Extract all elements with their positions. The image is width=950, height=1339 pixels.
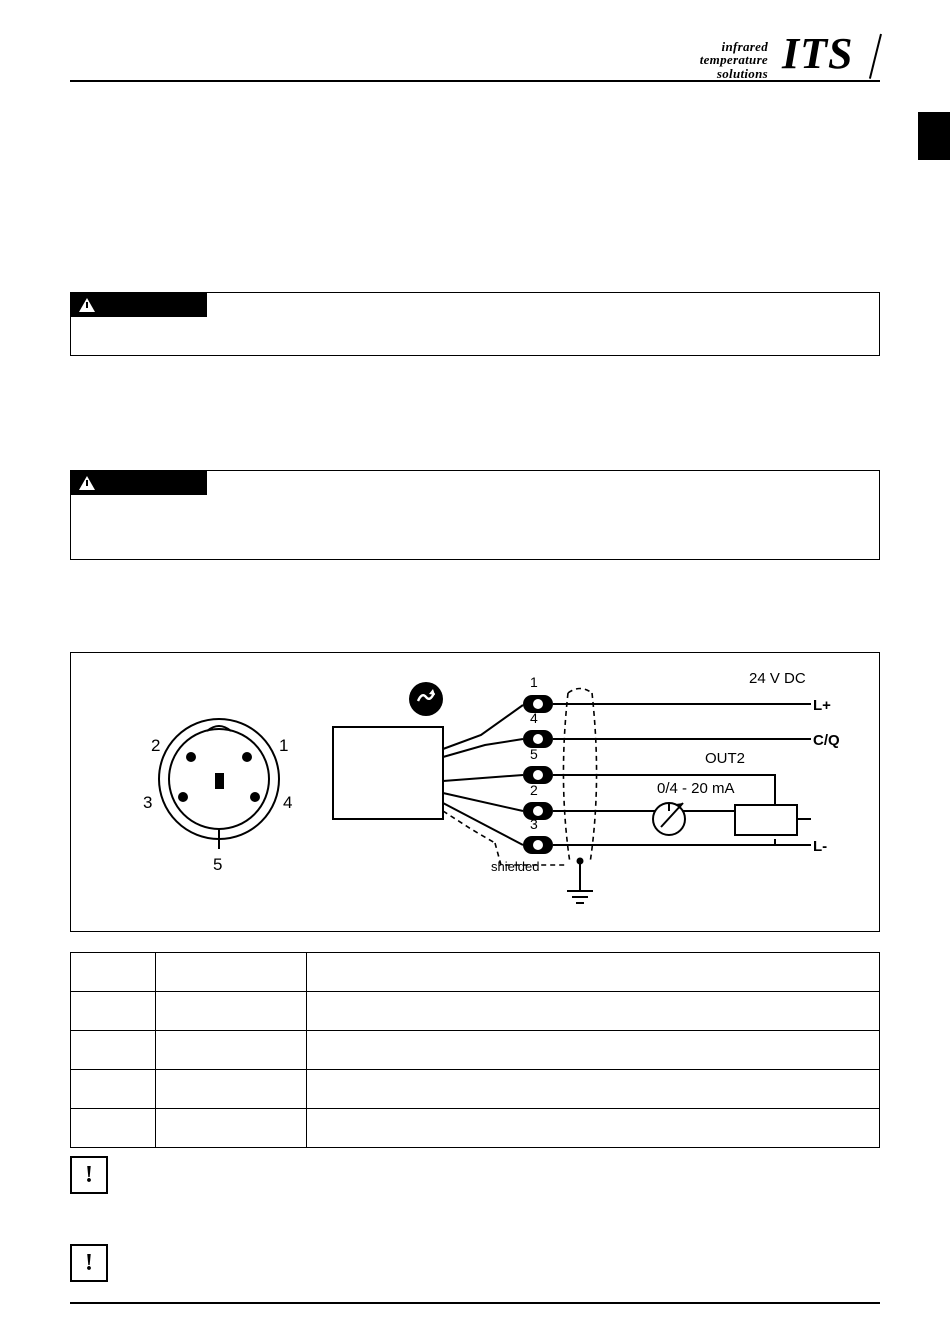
label-shielded: shielded bbox=[491, 859, 540, 874]
label-lminus: L- bbox=[813, 838, 828, 855]
svg-text:1: 1 bbox=[530, 674, 538, 690]
svg-text:3: 3 bbox=[530, 816, 538, 832]
wiring-diagram-figure bbox=[70, 652, 880, 932]
page-edge-tab bbox=[918, 112, 950, 160]
warning-box-1 bbox=[70, 292, 880, 356]
connector-pin-5 bbox=[215, 773, 224, 789]
brand-mark bbox=[774, 29, 882, 82]
connector-pin-4 bbox=[250, 792, 260, 802]
wiring-diagram-svg bbox=[71, 653, 878, 930]
cell-pin bbox=[71, 953, 156, 992]
warning-box-2 bbox=[70, 470, 880, 560]
sensor-body-box bbox=[333, 727, 443, 819]
brand-tagline bbox=[700, 40, 768, 83]
brand-tagline-line-1: infrared bbox=[721, 38, 768, 54]
cell-pin bbox=[71, 992, 156, 1031]
cell-description bbox=[307, 992, 880, 1031]
cell-signal bbox=[156, 1070, 307, 1109]
pin-label-2: 2 bbox=[151, 736, 161, 755]
cell-signal bbox=[156, 953, 307, 992]
label-lplus: L+ bbox=[813, 697, 831, 714]
pin-label-3: 3 bbox=[143, 793, 153, 812]
pin-assignment-table bbox=[70, 952, 880, 1148]
cell-signal bbox=[156, 1031, 307, 1070]
exclamation-icon: ! bbox=[70, 1244, 108, 1282]
cell-signal bbox=[156, 992, 307, 1031]
page-header bbox=[0, 0, 950, 100]
svg-text:2: 2 bbox=[530, 782, 538, 798]
terminal-2 bbox=[523, 782, 553, 820]
shield-cap-top bbox=[568, 689, 592, 694]
table-row bbox=[71, 953, 880, 992]
terminal-4 bbox=[523, 710, 553, 748]
wire-to-terminal-1 bbox=[443, 705, 523, 749]
cell-description bbox=[307, 953, 880, 992]
warning-body-2 bbox=[71, 495, 879, 505]
brand-mark-slash-icon bbox=[869, 34, 882, 79]
load-resistor-symbol bbox=[735, 805, 797, 835]
brand-mark-text: ITS bbox=[782, 29, 854, 78]
cell-description bbox=[307, 1109, 880, 1148]
cell-description bbox=[307, 1031, 880, 1070]
cell-signal bbox=[156, 1109, 307, 1148]
brand-logo bbox=[699, 29, 882, 82]
warning-label-2 bbox=[71, 471, 207, 495]
warning-triangle-icon bbox=[79, 476, 95, 490]
brand-tagline-line-2: temperature bbox=[699, 52, 768, 67]
warning-label-1 bbox=[71, 293, 207, 317]
terminal-5 bbox=[523, 746, 553, 784]
pin-label-1: 1 bbox=[279, 736, 289, 755]
warning-triangle-icon bbox=[79, 298, 95, 312]
label-supply-voltage: 24 V DC bbox=[749, 670, 806, 687]
wire-to-terminal-5 bbox=[443, 775, 523, 781]
label-current-range: 0/4 - 20 mA bbox=[657, 780, 735, 797]
shield-line-right bbox=[590, 693, 597, 863]
svg-text:4: 4 bbox=[530, 710, 538, 726]
table-row bbox=[71, 1109, 880, 1148]
note-block-2 bbox=[70, 1244, 880, 1284]
terminal-3 bbox=[523, 816, 553, 854]
header-divider bbox=[70, 80, 880, 82]
pin-label-5: 5 bbox=[213, 855, 223, 874]
pin-label-4: 4 bbox=[283, 793, 293, 812]
signal-symbol-circle bbox=[409, 682, 443, 716]
svg-text:5: 5 bbox=[530, 746, 538, 762]
connector-pin-2 bbox=[186, 752, 196, 762]
terminal-1 bbox=[523, 674, 553, 713]
brand-tagline-line-3: solutions bbox=[716, 65, 768, 81]
label-out2: OUT2 bbox=[705, 750, 746, 767]
cell-pin bbox=[71, 1070, 156, 1109]
cell-pin bbox=[71, 1109, 156, 1148]
connector-pin-3 bbox=[178, 792, 188, 802]
ground-node bbox=[577, 858, 584, 865]
note-block-1 bbox=[70, 1156, 880, 1196]
label-cq: C/Q bbox=[813, 732, 840, 749]
footer-divider bbox=[70, 1302, 880, 1304]
exclamation-icon: ! bbox=[70, 1156, 108, 1194]
table-row bbox=[71, 1031, 880, 1070]
warning-body-1 bbox=[71, 317, 879, 327]
cell-pin bbox=[71, 1031, 156, 1070]
table-row bbox=[71, 992, 880, 1031]
shield-line-left bbox=[563, 693, 570, 863]
note-text-1 bbox=[126, 1156, 880, 1196]
wire-to-terminal-4 bbox=[443, 739, 523, 757]
connector-pin-1 bbox=[242, 752, 252, 762]
table-row bbox=[71, 1070, 880, 1109]
note-text-2 bbox=[126, 1244, 880, 1284]
cell-description bbox=[307, 1070, 880, 1109]
